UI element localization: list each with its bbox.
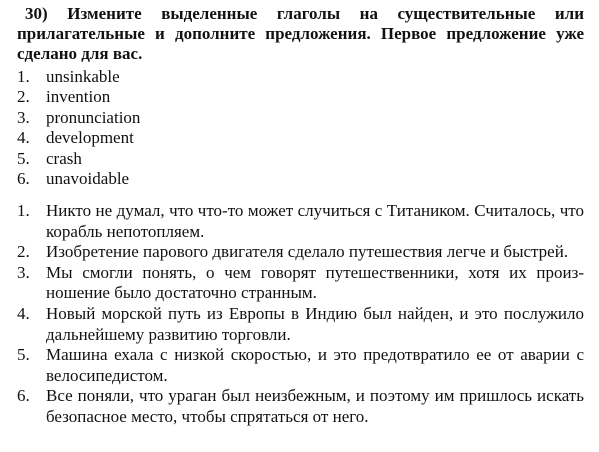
answer-word: invention: [46, 87, 111, 107]
list-item: [17, 304, 584, 345]
answer-word: unsinkable: [46, 67, 120, 86]
item-number: 1.: [17, 201, 30, 220]
answer-word: pronunciation: [46, 107, 141, 127]
list-item: [17, 386, 584, 427]
item-number: 3.: [17, 107, 30, 127]
task-text: Измените выделенные глаголы на существительные или прилагательные и дополните предложения. Первое предложение уже сделано для вас.: [17, 4, 584, 63]
item-number: 6.: [17, 386, 30, 406]
item-number: 6.: [17, 169, 30, 189]
item-number: 5.: [17, 148, 30, 168]
list-item: [17, 263, 584, 304]
list-item: [17, 345, 584, 386]
list-item: [17, 149, 317, 169]
sentence-text: Машина ехала с низкой скоростью, и это предотвратило ее от аварии с велосипедистом.: [46, 345, 584, 385]
task-number: 30): [25, 4, 48, 23]
sentence-text: Изобретение парового двигателя сделало путешествия легче и быстрей.: [46, 242, 569, 262]
sentence-text: Новый морской путь из Европы в Индию был найден, и это послужило дальнейшему развитию торговли.: [46, 303, 584, 344]
list-item: [17, 87, 317, 107]
list-item: [17, 128, 317, 148]
sentence-list: [17, 201, 584, 428]
item-number: 4.: [17, 128, 30, 148]
item-number: 2.: [17, 242, 30, 262]
sentence-text: Мы смогли понять, о чем говорят путешественники, хотя их произношение было достаточно странным.: [46, 262, 584, 303]
item-number: 4.: [17, 303, 30, 323]
list-item: [17, 108, 317, 128]
list-item: [17, 169, 317, 189]
task-instruction: [17, 4, 584, 64]
sentence-text: Все поняли, что ураган был неизбежным, и поэтому им пришлось искать безопасное место, чтобы спрятаться от него.: [46, 386, 584, 426]
item-number: 1.: [17, 67, 30, 86]
list-item: [17, 242, 584, 263]
list-item: [17, 201, 584, 242]
answer-word: crash: [46, 148, 82, 168]
item-number: 5.: [17, 345, 30, 365]
list-item: [17, 67, 317, 87]
item-number: 3.: [17, 262, 30, 282]
item-number: 2.: [17, 87, 30, 107]
answer-word-list: [17, 67, 317, 189]
answer-word: development: [46, 128, 134, 148]
answer-word: unavoidable: [46, 169, 130, 189]
sentence-text: Никто не думал, что что-то может случиться с Титаником. Считалось, что корабль непотопляем.: [46, 201, 584, 241]
